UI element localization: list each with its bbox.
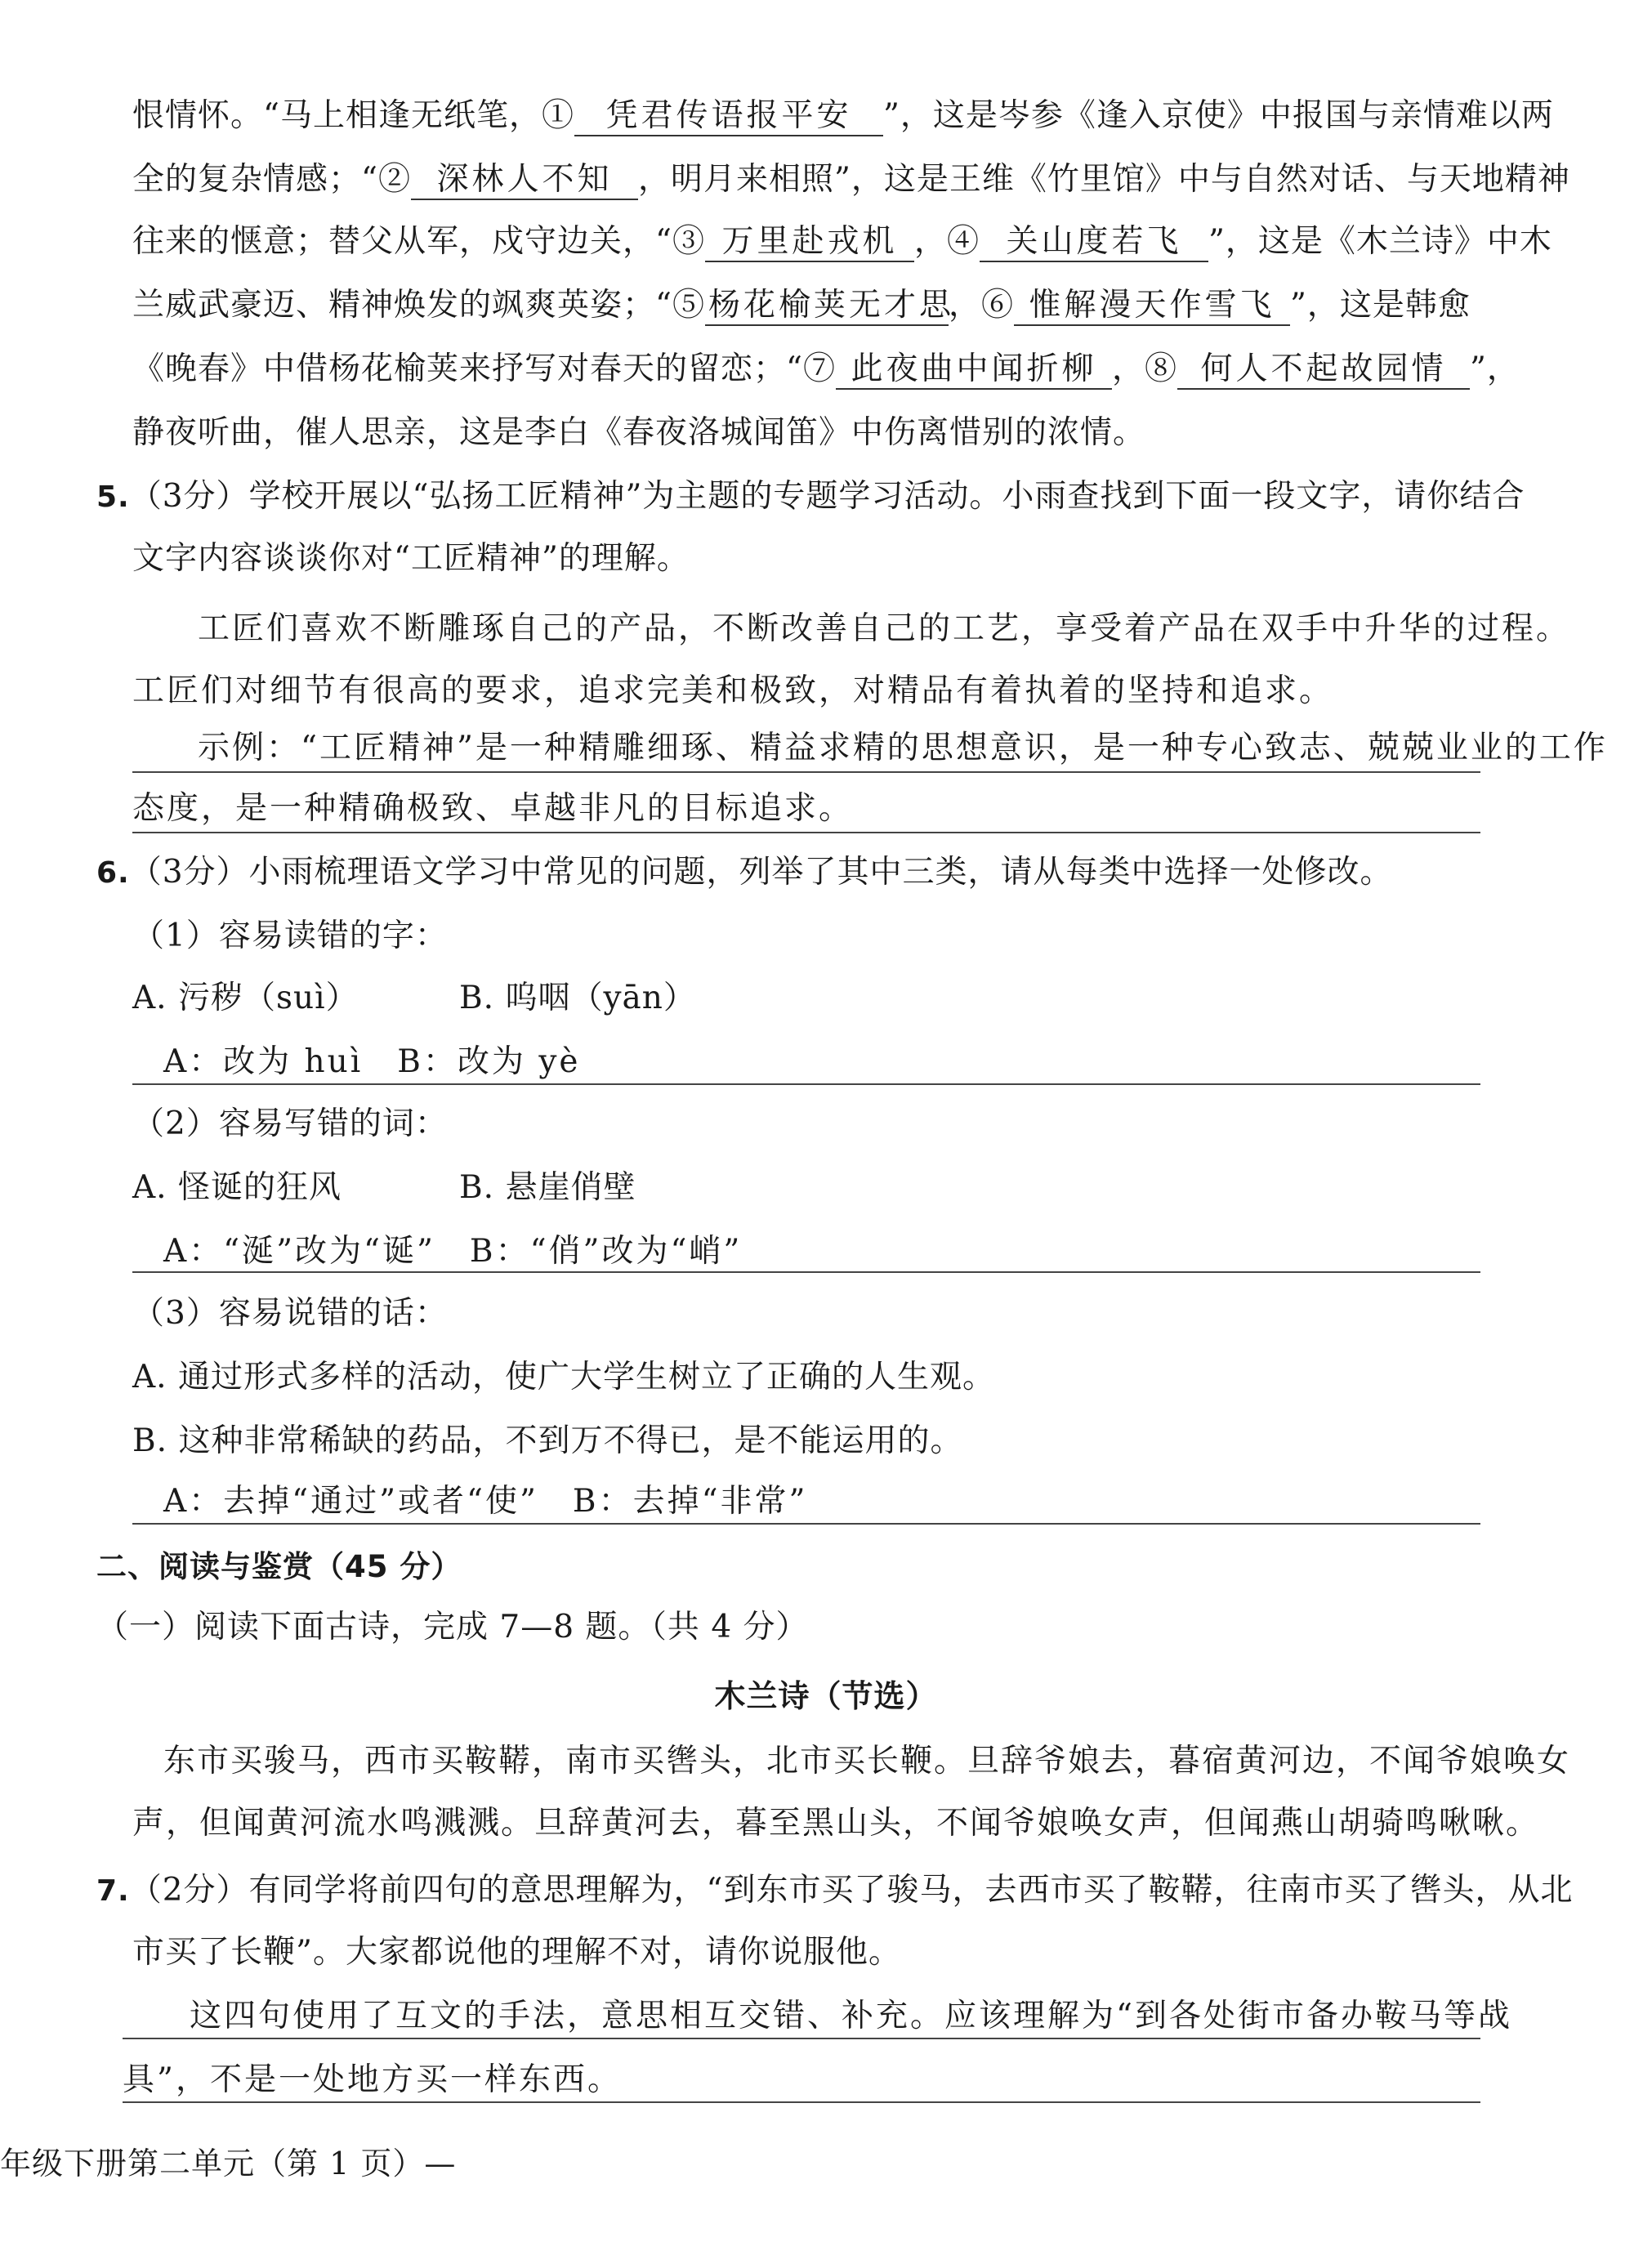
q6-sub3-answer[interactable]: A：去掉“通过”或者“使” B：去掉“非常” [163, 1483, 808, 1520]
q4-line-1: 恨情怀。“马上相逢无纸笔，① 凭君传语报平安 ”，这是岑参《逢入京使》中报国与亲情难以两 [132, 93, 1652, 139]
poem-title: 木兰诗（节选） [714, 1678, 938, 1714]
q6-sub2-answer-rule [132, 1271, 1480, 1273]
q5-passage-line-2: 工匠们对细节有很高的要求，追求完美和极致，对精品有着执着的坚持和追求。 [132, 672, 1334, 709]
q4-line-6: 静夜听曲，催人思亲，这是李白《春夜洛城闻笛》中伤离惜别的浓情。 [132, 414, 1146, 451]
q6-sub1-option-a: A. 污秽（suì） [132, 980, 359, 1016]
q6-prompt-line-1: 6.（3分）小雨梳理语文学习中常见的问题，列举了其中三类，请从每类中选择一处修改。 [96, 854, 1393, 891]
q6-sub3-title: （3）容易说错的话： [132, 1295, 448, 1332]
q7-answer-line-2[interactable]: 具”，不是一处地方买一样东西。 [123, 2061, 622, 2098]
q4-blank-4[interactable]: 关山度若飞 [980, 223, 1208, 262]
q4-line-4: 兰威武豪迈、精神焕发的飒爽英姿；“⑤ 杨花榆荚无才思，⑥ 惟解漫天作雪飞 ”，这是韩愈 [132, 283, 1652, 328]
q7-number: 7. [96, 1874, 130, 1908]
q4-blank-6[interactable]: 惟解漫天作雪飞 [1014, 287, 1290, 326]
q4-blank-3[interactable]: 万里赴戎机 [705, 223, 914, 262]
q4-line-5: 《晚春》中借杨花榆荚来抒写对春天的留恋；“⑦ 此夜曲中闻折柳 ，⑧ 何人不起故园情 ”， [132, 346, 1652, 392]
poem-line-1: 东市买骏马，西市买鞍鞯，南市买辔头，北市买长鞭。旦辞爷娘去，暮宿黄河边，不闻爷娘唤女 [163, 1743, 1571, 1779]
q4-blank-1[interactable]: 凭君传语报平安 [574, 97, 883, 136]
q7-answer-rule-1 [123, 2038, 1480, 2039]
q5-answer-line-1[interactable]: 示例：“工匠精神”是一种精雕细琢、精益求精的思想意识，是一种专心致志、兢兢业业的工作 [198, 730, 1608, 766]
q5-prompt-line-1: 5.（3分）学校开展以“弘扬工匠精神”为主题的专题学习活动。小雨查找到下面一段文字，请你结合 [96, 478, 1525, 515]
q5-answer-line-2[interactable]: 态度，是一种精确极致、卓越非凡的目标追求。 [132, 790, 854, 827]
section-subheading: （一）阅读下面古诗，完成 7—8 题。（共 4 分） [96, 1609, 809, 1645]
q7-answer-line-1[interactable]: 这四句使用了互文的手法，意思相互交错、补充。应该理解为“到各处街市备办鞍马等战 [190, 1998, 1512, 2034]
q6-sub3-answer-rule [132, 1523, 1480, 1525]
q6-sub3-option-b: B. 这种非常稀缺的药品，不到万不得已，是不能运用的。 [132, 1422, 963, 1459]
q6-sub1-answer-rule [132, 1083, 1480, 1085]
q6-sub2-option-a: A. 怪诞的狂风 [132, 1169, 342, 1206]
q7-answer-rule-2 [123, 2101, 1480, 2103]
q6-sub2-answer[interactable]: A：“涎”改为“诞” B：“俏”改为“峭” [163, 1233, 743, 1270]
q6-sub1-option-b: B. 呜咽（yān） [459, 980, 696, 1016]
q7-prompt-line-2: 市买了长鞭”。大家都说他的理解不对，请你说服他。 [132, 1934, 901, 1971]
q5-number: 5. [96, 480, 130, 514]
q6-sub1-title: （1）容易读错的字： [132, 918, 448, 954]
q4-blank-5[interactable]: 杨花榆荚无才思 [705, 287, 949, 326]
q5-prompt-line-2: 文字内容谈谈你对“工匠精神”的理解。 [132, 540, 690, 577]
q5-passage-line-1: 工匠们喜欢不断雕琢自己的产品，不断改善自己的工艺，享受着产品在双手中升华的过程。 [198, 610, 1571, 647]
q4-blank-2[interactable]: 深林人不知 [411, 161, 638, 200]
q6-sub2-option-b: B. 悬崖俏壁 [459, 1169, 636, 1206]
poem-line-2: 声，但闻黄河流水鸣溅溅。旦辞黄河去，暮至黑山头，不闻爷娘唤女声，但闻燕山胡骑鸣啾啾。 [132, 1805, 1540, 1842]
q6-sub2-title: （2）容易写错的词： [132, 1105, 448, 1142]
q4-blank-8[interactable]: 何人不起故园情 [1177, 351, 1470, 390]
q6-sub1-answer[interactable]: A：改为 huì B：改为 yè [163, 1043, 581, 1080]
q6-sub3-option-a: A. 通过形式多样的活动，使广大学生树立了正确的人生观。 [132, 1359, 995, 1395]
q6-number: 6. [96, 856, 130, 890]
section-heading: 二、阅读与鉴赏（45 分） [96, 1549, 462, 1584]
q4-blank-7[interactable]: 此夜曲中闻折柳 [836, 351, 1112, 390]
q4-line-2: 全的复杂情感；“② 深林人不知 ，明月来相照”，这是王维《竹里馆》中与自然对话、与天地精神 [132, 157, 1652, 203]
q5-answer-rule-1 [132, 771, 1480, 773]
q7-prompt-line-1: 7.（2分）有同学将前四句的意思理解为，“到东市买了骏马，去西市买了鞍鞯，往南市买了辔头，从北 [96, 1872, 1574, 1909]
q5-answer-rule-2 [132, 832, 1480, 833]
q4-line-3: 往来的惬意；替父从军，戍守边关，“③ 万里赴戎机 ，④ 关山度若飞 ”，这是《木兰诗》中木 [132, 219, 1652, 265]
page-footer: 年级下册第二单元（第 1 页）— [0, 2146, 457, 2181]
